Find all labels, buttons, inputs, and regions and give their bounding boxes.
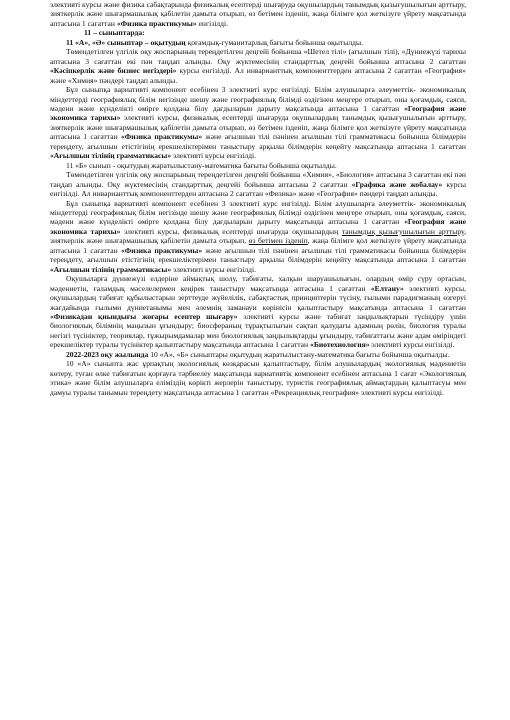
paragraph-11-b-curriculum [50,170,466,198]
text-run: енгізілді. [196,18,228,28]
text-run: элективті курсы, оқушылардың табиғат құбылыстарын зерттеуде жүйелілік, сабақтастық принциптерін түсіну, ғылыми парадигманың өзгеруі жағдайында ғылыми дүниетанымы мен әлемнің заманауи көрінісін қалыптастыру мақсатында аптасына 1 сағаттан [50,283,466,312]
paragraph-physics-practicum-intro [50,0,466,28]
bold-run: «География және экономика тарихы» [50,217,466,236]
text-run: , жаңа білімге қол жеткізуге үйрету мақсатында аптасына 1 сағаттан [50,236,466,255]
text-run: элективті курсы және физика сабақтарында физикалық есептерді шығаруда оқушылардың танымдық қызығушылығын арттыру, зияткерлік және шығармашылық қабілетін дамыта отырып, өз бетімен ізденіп, жаңа білімге қол жеткізуге үйрету мақсатында аптасына 1 сағаттан [50,0,466,28]
bold-run: «Кәсіпкерлік және бизнес негіздері» [50,66,177,76]
text-run: қоғамдық-гуманитарлық бағыты бойынша оқытылды. [185,37,363,47]
text-run: элективті курсы және табиғат заңдылықтарын түсіндіру үшін биологиялық білімнің маңызын ұғындыру; биосфераның тұрақтылығын сақтап қалудағы адамның рөлін, биология туралы негізгі түсініктер, теориялар, тұжырымдамалар мен биологиялық заңдылықтарды ұғындыру, табиғаттағы және адам өміріндегі ерекшеліктер туралы түсініктер қалыптастыру мақсатында аптасына 1 сағаттан [50,311,466,350]
text-run: элективті курсы енгізілді. [171,264,256,274]
text-run: Бұл сыныпқа вариативті компонент есебінен 3 элективті курс енгізілді. Білім алушыларға әлеуметтік- экономикалық міндеттерді географиялық білім негізінде шешу және географиялық білімді өздігінен меңгере отырып, оны қоғамдық, саяси, мәдени және күнделікті өмірге қолдана білу дағдыларын дарыту мақсатында аптасына 1 сағаттан [50,85,466,113]
paragraph-2022-2023 [50,350,466,359]
text-run: элективті курсы енгізілді. [171,151,256,161]
paragraph-11-b-electives [50,199,466,275]
paragraph-11-a-electives [50,85,466,161]
bold-run: 2022-2023 оқу жылында [66,349,149,359]
bold-run: «Физика практикумы» [120,245,203,255]
bold-run: «Физика практикумы» [120,132,203,142]
paragraph-11-b-direction: 11 «Б» сынып - оқытудың жаратылыстану-математика бағыты бойынша оқытылды. [66,160,337,170]
text-run: курсы енгізілді. Ал инварианттық компоненттерден аптасына 2 сағаттан «География» және «Химия» пәндері таңдап алынды. [50,66,466,85]
underlined-run: өз бетімен ізденіп [248,236,308,246]
text-run: элективті курсы енгізілді. [369,340,455,350]
text-run: элективті курсы, физикалық есептерді шығаруда оқушылардың танымдық қызығушылығын арттыру, зияткерлік және шығармашылық қабілетін дамыта отырып, өз бетімен ізденіп, жаңа білімге қол жеткізуге үйрету мақсатында аптасына 1 сағаттан [50,113,466,142]
bold-run: «Елтану» [370,283,404,293]
bold-run: «География және экономика тарихы» [50,103,466,123]
text-run: және ағылшын тілі пәнінен ағылшын тілі грамматикасы бойынша білімдерін тереңдету, ағылшын етістігінің ерекшеліктерімен таныстыру арқылы білімдерін кеңейту мақсатында аптасына 1 сағаттан [50,132,466,151]
underlined-run: танымдық қызығушылығын арттыру [341,226,465,236]
paragraph-11-a-a [50,38,466,47]
bold-run: «Ағылшын тілінің грамматикасы» [50,151,172,161]
paragraph-country-studies [50,274,466,350]
bold-run: «Физика практикумы» [116,18,197,28]
text-run: 10 «А», «Б» сыныптары оқытудың жаратылыстану-математика бағыты бойынша оқытылды. [148,349,450,359]
text-run: және ағылшын тілі пәнінен ағылшын тілі грамматикасы бойынша білімдерін тереңдету, ағылшын етістігінің ерекшеліктерімен таныстыру арқылы білімдерін кеңейту мақсатында аптасына 1 сағаттан [50,245,466,265]
bold-run: «Ағылшын тілінің грамматикасы» [50,264,172,274]
text-run: Оқушыларға дүниежүзі елдеріне аймақтық шолу, табиғаты, халқын шаруашылығын, олардың өмір сүру ортасын, мәдениетін, ғаламдық мәселелермен кеңірек таныстыру мақсатында аптасына 1 сағаттан [50,274,466,293]
bold-run: «Биотехнология» [310,340,370,350]
text-run: Төмендетілген үлгілік оқу жоспарының тереңдетілген деңгейі бойынша «Шетел тілі» (ағылшын тілі), «Дүниежүзі тарихы аптасына 3 сағаттан екі пән таңдап алынды. Оқу жүктемесінің стандарттық деңгейі бойынша аптасына 2 сағаттан [50,47,466,66]
text-run: Төмендетілген үлгілік оқу жоспарының тереңдетілген деңгейі бойынша «Химия», «Биология» аптасына 3 сағаттан екі пән таңдап алынды. Оқу жүктемесінің стандарттық деңгейі бойынша аптасына 2 сағаттан [50,170,466,189]
bold-run: «Физикадан қиындығы жоғары есептер шығару» [50,311,238,321]
paragraph-11-a-curriculum [50,47,466,85]
text-run: Бұл сыныпқа вариативті компонент есебінен 3 элективті курс енгізілді. Білім алушыларға әлеуметтік- экономикалық міндеттерді географиялық білім негізінде шешу және географиялық білімді өздігінен меңгере отырып, оны қоғамдық, саяси, мәдени және күнделікті өмірге қолдана білу дағдыларын дарыту мақсатында аптасына 1 сағаттан [50,198,466,227]
paragraph-10-a-electives: 10 «А» сыныпта жас ұрпақтың экологиялық көзқарасын қалыптастыру, білім алушылардың экологиялық мәдениетін көтеру, туған өлке табиғатын қорғауға тәрбиелеу мақсатында вариативтік компонент есебінен аптасына 1 сағат «Экологиялық этика» және білім алушыларға еліміздің көрікті жерлерін таныстыру, туристік географиялық аймақтардың қалыптасуы мен дамуы туралы танымын тереңдету мақсатында аптасына 1 сағаттан «Рекреациялық география» элективті курсы енгізілді. [50,359,466,397]
section-heading-grade-11: 11 – сыныптарда: [84,28,145,38]
text-run: курсы енгізілді. Ал инварианттық компоненттерден аптасына 2 сағаттан «Физика» және «География» пәндері таңдап алынды. [50,179,466,199]
bold-run: 11 «А», «Ә» сыныптар – оқытудың [66,37,186,47]
text-run: , зияткерлік және шығармашылық қабілетін дамыта отырып, [50,226,466,246]
text-run: элективті курсы, физикалық есептерді шығаруда оқушылардың [120,226,342,236]
bold-run: «Графика және жобалау» [351,179,443,189]
